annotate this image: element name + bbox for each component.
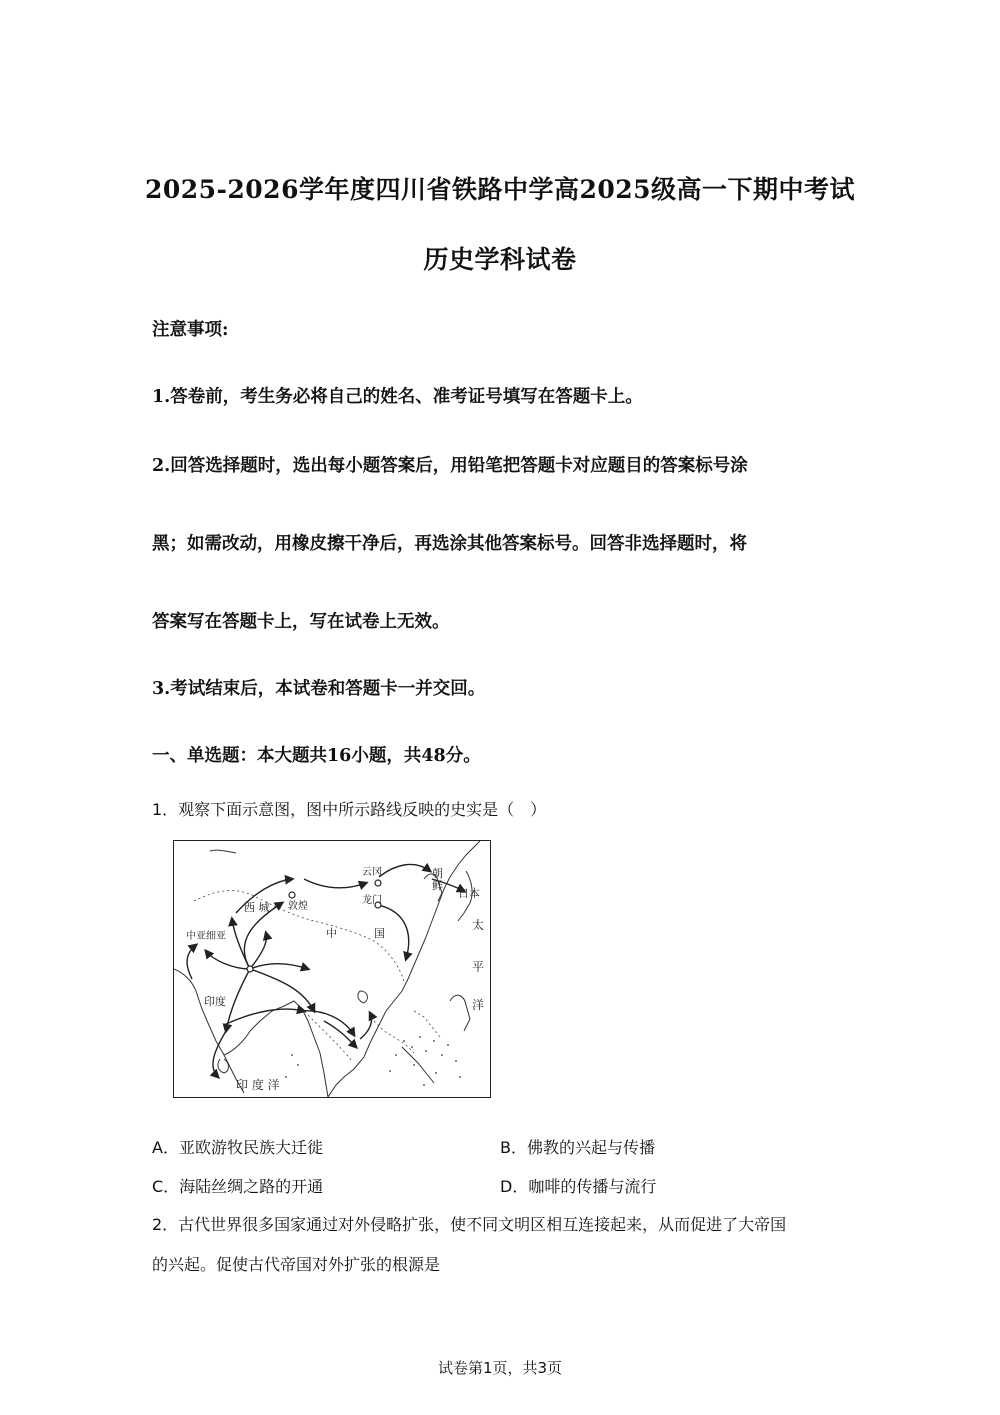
page-footer: 试卷第1页，共3页 (437, 1359, 563, 1377)
route-map-svg (174, 841, 490, 1097)
question-1-stem: 1．观察下面示意图，图中所示路线反映的史实是（ ） (152, 800, 547, 819)
section-heading: 一、单选题：本大题共16小题，共48分。 (152, 746, 481, 766)
map-label-zhong: 中 (326, 927, 337, 940)
city-markers (247, 880, 381, 972)
map-label-riben: 日本 (458, 887, 480, 900)
buddhism-route-map (173, 840, 491, 1098)
notice-item-2-line-2: 黑；如需改动，用橡皮擦干净后，再选涂其他答案标号。回答非选择题时，将 (152, 534, 747, 554)
map-label-xiyu: 西 城 (244, 901, 270, 914)
island-dots (285, 1036, 461, 1086)
map-label-ping: 平 (472, 960, 485, 974)
map-label-zhongyaxiya: 中亚细亚 (186, 931, 226, 942)
exam-title-line2: 历史学科试卷 (423, 245, 577, 274)
route-arrows (187, 864, 464, 1077)
notice-item-2-line-1: 2.回答选择题时，选出每小题答案后，用铅笔把答题卡对应题目的答案标号涂 (152, 456, 748, 476)
question-1-option-b: B．佛教的兴起与传播 (500, 1138, 655, 1157)
map-label-chaoxian-1: 朝 (432, 867, 443, 880)
map-labels (186, 866, 484, 1092)
notice-item-1: 1.答卷前，考生务必将自己的姓名、准考证号填写在答题卡上。 (152, 387, 643, 407)
map-label-dunhuang: 敦煌 (288, 901, 308, 912)
question-2-stem-line-2: 的兴起。促使古代帝国对外扩张的根源是 (152, 1255, 441, 1274)
map-label-yang: 洋 (472, 998, 485, 1012)
map-label-yinduyang: 印 度 洋 (236, 1078, 280, 1092)
map-label-guo: 国 (374, 927, 385, 940)
map-label-yungang: 云冈 (362, 867, 382, 878)
map-label-chaoxian-2: 鲜 (432, 879, 443, 892)
notice-item-3: 3.考试结束后，本试卷和答题卡一并交回。 (152, 679, 486, 699)
map-label-tai: 太 (472, 918, 485, 932)
question-1-option-d: D．咖啡的传播与流行 (500, 1177, 657, 1196)
map-label-longmen: 龙门 (362, 895, 382, 906)
exam-title-line1: 2025-2026学年度四川省铁路中学高2025级高一下期中考试 (144, 175, 856, 204)
map-label-yindu: 印度 (204, 995, 226, 1008)
question-1-option-a: A．亚欧游牧民族大迁徙 (152, 1138, 323, 1157)
border-dots (194, 891, 440, 1061)
question-1-option-c: C．海陆丝绸之路的开通 (152, 1177, 324, 1196)
notice-item-2-line-3: 答案写在答题卡上，写在试卷上无效。 (152, 612, 450, 632)
notice-heading: 注意事项: (152, 320, 229, 340)
question-2-stem-line-1: 2．古代世界很多国家通过对外侵略扩张，使不同文明区相互连接起来，从而促进了大帝国 (152, 1215, 787, 1234)
